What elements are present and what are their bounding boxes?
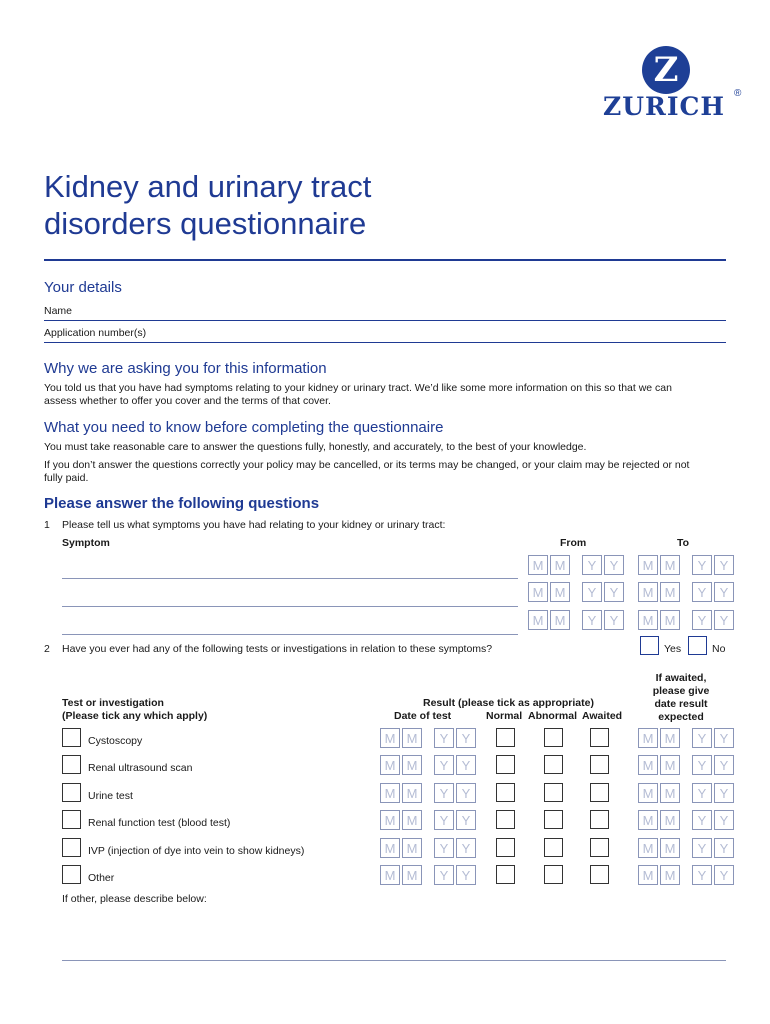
if-awaited-line-2: please give	[652, 685, 710, 697]
date-of-test-renal-ultrasound-scan[interactable]	[380, 755, 476, 775]
month-box[interactable]: M	[380, 783, 400, 803]
year-box[interactable]: Y	[714, 610, 734, 630]
test-column-subheader: (Please tick any which apply)	[62, 710, 208, 722]
awaited-checkbox[interactable]	[590, 783, 609, 802]
q2-no-checkbox[interactable]	[688, 636, 707, 655]
date-gap	[682, 755, 690, 775]
month-box[interactable]: M	[402, 810, 422, 830]
to-column-header: To	[677, 537, 690, 549]
symptom-column-header: Symptom	[62, 537, 110, 549]
month-box[interactable]: M	[550, 582, 570, 602]
date-of-test-urine-test[interactable]	[380, 783, 476, 803]
normal-header: Normal	[486, 710, 523, 722]
month-box[interactable]: M	[638, 610, 658, 630]
year-box[interactable]: Y	[582, 582, 602, 602]
year-box[interactable]: Y	[692, 865, 712, 885]
date-of-test-ivp-injection-of-dye-int[interactable]	[380, 838, 476, 858]
year-box[interactable]: Y	[692, 610, 712, 630]
date-gap	[424, 783, 432, 803]
month-box[interactable]: M	[380, 755, 400, 775]
month-box[interactable]: M	[550, 610, 570, 630]
awaited-checkbox[interactable]	[590, 755, 609, 774]
date-gap	[424, 838, 432, 858]
month-box[interactable]: M	[660, 555, 680, 575]
test-label: Renal function test (blood test)	[88, 817, 231, 829]
test-checkbox-cystoscopy[interactable]	[62, 728, 81, 747]
month-box[interactable]: M	[638, 783, 658, 803]
test-column-header: Test or investigation	[62, 697, 164, 709]
expected-date-other[interactable]	[638, 865, 734, 885]
date-gap	[682, 728, 690, 748]
zurich-logo-icon	[642, 46, 690, 94]
q2-no-label: No	[712, 643, 726, 655]
month-box[interactable]: M	[638, 838, 658, 858]
symptom-2-from-date[interactable]	[528, 582, 624, 602]
year-box[interactable]: Y	[714, 838, 734, 858]
know-paragraph-2-line-1: If you don’t answer the questions correctly your policy may be cancelled, or its terms may be changed, or your claim may be rejected or not	[44, 459, 690, 471]
month-box[interactable]: M	[402, 865, 422, 885]
application-number-field[interactable]	[44, 342, 726, 343]
year-box[interactable]: Y	[692, 582, 712, 602]
awaited-checkbox[interactable]	[590, 865, 609, 884]
month-box[interactable]: M	[380, 865, 400, 885]
year-box[interactable]: Y	[582, 610, 602, 630]
question-2-text: Have you ever had any of the following tests or investigations in relation to these symptoms?	[62, 643, 493, 655]
year-box[interactable]: Y	[692, 755, 712, 775]
awaited-checkbox[interactable]	[590, 810, 609, 829]
date-gap	[424, 810, 432, 830]
month-box[interactable]: M	[638, 865, 658, 885]
symptom-1-to-date[interactable]	[638, 555, 734, 575]
test-checkbox-renal-ultrasound-scan[interactable]	[62, 755, 81, 774]
normal-checkbox[interactable]	[496, 755, 515, 774]
year-box[interactable]: Y	[714, 783, 734, 803]
symptom-3-to-date[interactable]	[638, 610, 734, 630]
month-box[interactable]: M	[528, 555, 548, 575]
know-heading: What you need to know before completing the questionnaire	[44, 419, 444, 436]
year-box[interactable]: Y	[582, 555, 602, 575]
awaited-checkbox[interactable]	[590, 728, 609, 747]
symptom-input-3[interactable]	[62, 634, 518, 635]
date-gap	[424, 728, 432, 748]
normal-checkbox[interactable]	[496, 783, 515, 802]
logo-letter: Z	[653, 50, 679, 90]
awaited-header: Awaited	[582, 710, 623, 722]
year-box[interactable]: Y	[434, 865, 454, 885]
symptom-3-from-date[interactable]	[528, 610, 624, 630]
year-box[interactable]: Y	[456, 783, 476, 803]
test-label: Renal ultrasound scan	[88, 762, 193, 774]
symptom-input-2[interactable]	[62, 606, 518, 607]
why-text-line-1: You told us that you have had symptoms relating to your kidney or urinary tract. We’d like some more information on this so that we can	[44, 382, 672, 394]
date-gap	[424, 865, 432, 885]
year-box[interactable]: Y	[714, 755, 734, 775]
test-checkbox-urine-test[interactable]	[62, 783, 81, 802]
year-box[interactable]: Y	[714, 865, 734, 885]
why-heading: Why we are asking you for this information	[44, 360, 327, 377]
year-box[interactable]: Y	[604, 555, 624, 575]
your-details-heading: Your details	[44, 279, 122, 296]
year-box[interactable]: Y	[456, 865, 476, 885]
year-box[interactable]: Y	[434, 783, 454, 803]
year-box[interactable]: Y	[456, 838, 476, 858]
month-box[interactable]: M	[638, 555, 658, 575]
month-box[interactable]: M	[402, 783, 422, 803]
abnormal-checkbox[interactable]	[544, 865, 563, 884]
month-box[interactable]: M	[402, 728, 422, 748]
expected-date-urine-test[interactable]	[638, 783, 734, 803]
date-of-test-other[interactable]	[380, 865, 476, 885]
year-box[interactable]: Y	[604, 582, 624, 602]
abnormal-checkbox[interactable]	[544, 783, 563, 802]
result-column-header: Result (please tick as appropriate)	[423, 697, 594, 709]
test-checkbox-renal-function-test-bloo[interactable]	[62, 810, 81, 829]
year-box[interactable]: Y	[434, 755, 454, 775]
year-box[interactable]: Y	[692, 810, 712, 830]
page-title	[44, 168, 371, 242]
question-1-number: 1	[44, 519, 50, 531]
other-describe-prompt: If other, please describe below:	[62, 893, 207, 905]
month-box[interactable]: M	[550, 555, 570, 575]
awaited-checkbox[interactable]	[590, 838, 609, 857]
year-box[interactable]: Y	[714, 582, 734, 602]
question-2-number: 2	[44, 643, 50, 655]
month-box[interactable]: M	[528, 582, 548, 602]
test-label: Other	[88, 872, 115, 884]
month-box[interactable]: M	[638, 582, 658, 602]
year-box[interactable]: Y	[692, 838, 712, 858]
year-box[interactable]: Y	[714, 810, 734, 830]
date-gap	[682, 783, 690, 803]
year-box[interactable]: Y	[714, 728, 734, 748]
title-line-1: Kidney and urinary tract	[44, 169, 372, 204]
expected-date-renal-function-test-bloo[interactable]	[638, 810, 734, 830]
month-box[interactable]: M	[380, 728, 400, 748]
if-awaited-header	[636, 672, 726, 724]
month-box[interactable]: M	[660, 865, 680, 885]
month-box[interactable]: M	[660, 755, 680, 775]
year-box[interactable]: Y	[692, 728, 712, 748]
name-field[interactable]	[44, 320, 726, 321]
month-box[interactable]: M	[660, 610, 680, 630]
normal-checkbox[interactable]	[496, 838, 515, 857]
month-box[interactable]: M	[660, 728, 680, 748]
year-box[interactable]: Y	[456, 810, 476, 830]
month-box[interactable]: M	[660, 810, 680, 830]
date-gap	[424, 755, 432, 775]
year-box[interactable]: Y	[692, 783, 712, 803]
month-box[interactable]: M	[402, 838, 422, 858]
expected-date-ivp-injection-of-dye-int[interactable]	[638, 838, 734, 858]
symptom-2-to-date[interactable]	[638, 582, 734, 602]
date-of-test-header: Date of test	[394, 710, 452, 722]
year-box[interactable]: Y	[456, 728, 476, 748]
date-of-test-renal-function-test-bloo[interactable]	[380, 810, 476, 830]
abnormal-checkbox[interactable]	[544, 728, 563, 747]
year-box[interactable]: Y	[714, 555, 734, 575]
if-awaited-line-1: If awaited,	[655, 672, 707, 684]
why-text-line-2: assess whether to offer you cover and the terms of that cover.	[44, 395, 331, 407]
q2-yes-label: Yes	[664, 643, 682, 655]
normal-checkbox[interactable]	[496, 728, 515, 747]
year-box[interactable]: Y	[604, 610, 624, 630]
brand-name: ZURICH	[603, 92, 726, 121]
expected-date-cystoscopy[interactable]	[638, 728, 734, 748]
test-checkbox-ivp-injection-of-dye-int[interactable]	[62, 838, 81, 857]
registered-mark: ®	[734, 88, 742, 99]
test-label: Urine test	[88, 790, 133, 802]
month-box[interactable]: M	[638, 728, 658, 748]
month-box[interactable]: M	[660, 838, 680, 858]
date-of-test-cystoscopy[interactable]	[380, 728, 476, 748]
abnormal-checkbox[interactable]	[544, 838, 563, 857]
date-gap	[682, 810, 690, 830]
questions-heading: Please answer the following questions	[44, 495, 320, 512]
month-box[interactable]: M	[660, 582, 680, 602]
other-description-field[interactable]	[62, 960, 726, 961]
year-box[interactable]: Y	[456, 755, 476, 775]
know-paragraph-1: You must take reasonable care to answer the questions fully, honestly, and accurately, to the best of your knowledge.	[44, 441, 587, 453]
month-box[interactable]: M	[380, 810, 400, 830]
year-box[interactable]: Y	[434, 728, 454, 748]
date-gap	[682, 865, 690, 885]
month-box[interactable]: M	[380, 838, 400, 858]
month-box[interactable]: M	[660, 783, 680, 803]
title-line-2: disorders questionnaire	[44, 206, 367, 241]
expected-date-renal-ultrasound-scan[interactable]	[638, 755, 734, 775]
year-box[interactable]: Y	[692, 555, 712, 575]
test-checkbox-other[interactable]	[62, 865, 81, 884]
abnormal-header: Abnormal	[528, 710, 578, 722]
symptom-1-from-date[interactable]	[528, 555, 624, 575]
q2-yes-checkbox[interactable]	[640, 636, 659, 655]
normal-checkbox[interactable]	[496, 810, 515, 829]
year-box[interactable]: Y	[434, 810, 454, 830]
month-box[interactable]: M	[528, 610, 548, 630]
date-gap	[682, 838, 690, 858]
month-box[interactable]: M	[402, 755, 422, 775]
month-box[interactable]: M	[638, 810, 658, 830]
abnormal-checkbox[interactable]	[544, 755, 563, 774]
application-number-label: Application number(s)	[44, 327, 147, 339]
if-awaited-line-3: date result	[654, 698, 708, 710]
symptom-input-1[interactable]	[62, 578, 518, 579]
title-divider	[44, 259, 726, 261]
know-paragraph-2-line-2: fully paid.	[44, 472, 89, 484]
abnormal-checkbox[interactable]	[544, 810, 563, 829]
test-label: IVP (injection of dye into vein to show kidneys)	[88, 845, 305, 857]
name-label: Name	[44, 305, 73, 317]
from-column-header: From	[560, 537, 587, 549]
month-box[interactable]: M	[638, 755, 658, 775]
normal-checkbox[interactable]	[496, 865, 515, 884]
test-label: Cystoscopy	[88, 735, 143, 747]
year-box[interactable]: Y	[434, 838, 454, 858]
if-awaited-line-4: expected	[658, 711, 704, 723]
question-1-text: Please tell us what symptoms you have had relating to your kidney or urinary tract:	[62, 519, 446, 531]
